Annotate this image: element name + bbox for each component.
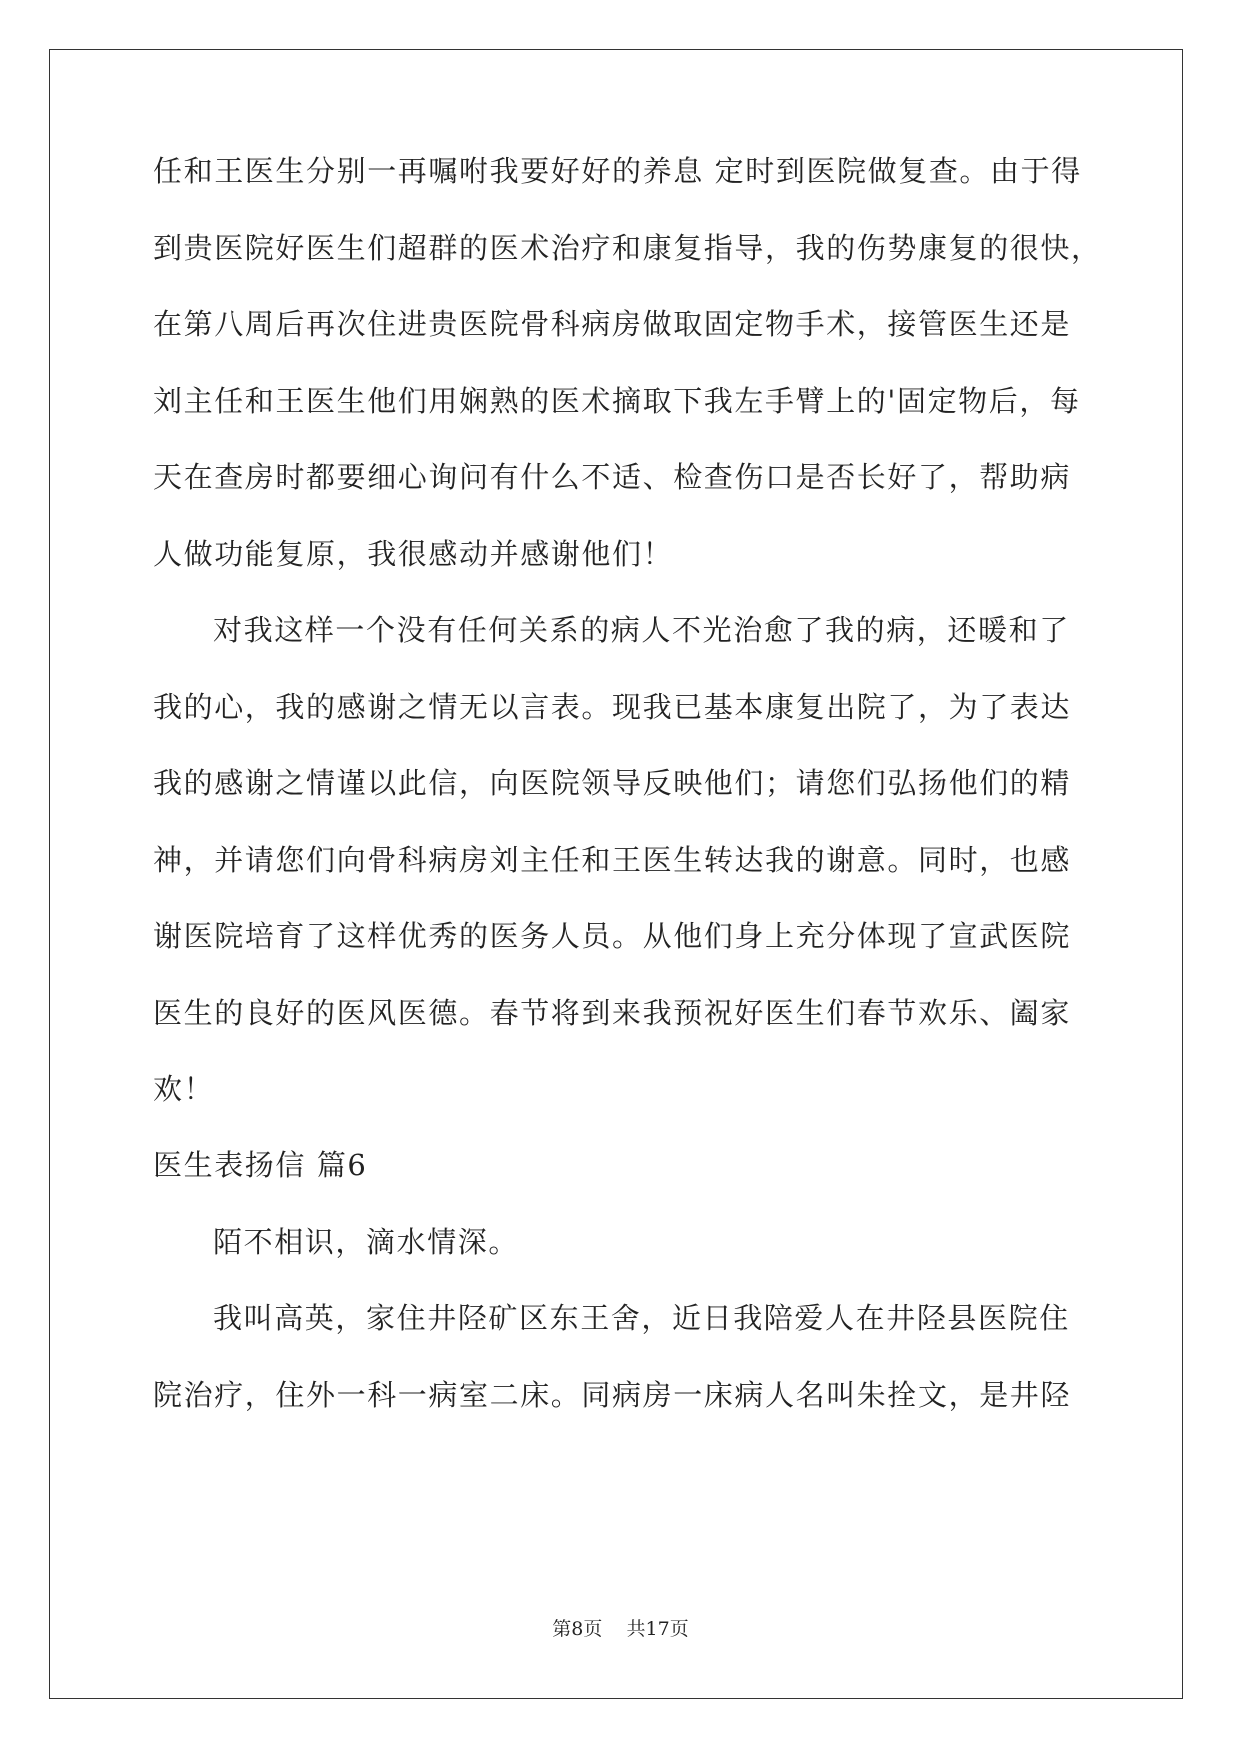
body-line-11: 谢医院培育了这样优秀的医务人员。从他们身上充分体现了宣武医院 [153,919,1072,953]
body-line-9: 我的感谢之情谨以此信，向医院领导反映他们；请您们弘扬他们的精 [153,766,1072,800]
body-line-12: 医生的良好的医风医德。春节将到来我预祝好医生们春节欢乐、阖家 [153,996,1072,1030]
body-line-15: 陌不相识，滴水情深。 [213,1225,520,1259]
body-line-17: 院治疗，住外一科一病室二床。同病房一床病人名叫朱拴文，是井陉 [153,1378,1072,1412]
body-line-8: 我的心，我的感谢之情无以言表。现我已基本康复出院了，为了表达 [153,690,1072,724]
section-heading: 医生表扬信 篇6 [153,1148,368,1182]
body-line-2: 到贵医院好医生们超群的医术治疗和康复指导，我的伤势康复的很快， [153,231,1102,265]
page-number: 第8页 [552,1618,603,1640]
body-line-7: 对我这样一个没有任何关系的病人不光治愈了我的病，还暖和了 [213,613,1070,647]
body-line-6: 人做功能复原，我很感动并感谢他们！ [153,537,674,571]
body-line-10: 神，并请您们向骨科病房刘主任和王医生转达我的谢意。同时，也感 [153,843,1072,877]
page-total: 共17页 [626,1618,689,1640]
page-footer [0,1614,1241,1641]
body-line-16: 我叫高英，家住井陉矿区东王舍，近日我陪爱人在井陉县医院住 [213,1301,1070,1335]
body-line-4: 刘主任和王医生他们用娴熟的医术摘取下我左手臂上的'固定物后，每 [153,384,1081,418]
body-line-1: 任和王医生分别一再嘱咐我要好好的养息 定时到医院做复查。由于得 [153,154,1082,188]
body-line-3: 在第八周后再次住进贵医院骨科病房做取固定物手术，接管医生还是 [153,307,1072,341]
body-line-5: 天在查房时都要细心询问有什么不适、检查伤口是否长好了，帮助病 [153,460,1072,494]
body-line-13: 欢！ [153,1072,215,1106]
